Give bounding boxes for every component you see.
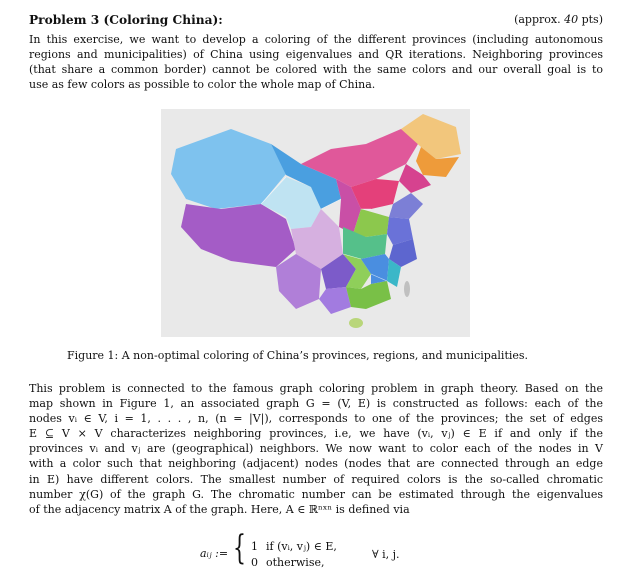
body-line: nodes vᵢ ∈ V, i = 1, . . . , n, (n = |V|), corresponds to one of the provinces; the set of edges (29, 412, 603, 426)
china-map-figure (161, 109, 470, 337)
case2-value: 0 (251, 556, 258, 569)
intro-line: In this exercise, we want to develop a coloring of the different provinces (including autonomous (29, 33, 603, 46)
case2-condition: otherwise, (266, 556, 325, 569)
figure-caption: Figure 1: A non-optimal coloring of China’s provinces, regions, and municipalities. (67, 349, 529, 362)
body-line: of the adjacency matrix A of the graph. Here, A ∈ ℝⁿˣⁿ is defined via (29, 502, 410, 516)
case1-value: 1 (251, 540, 258, 553)
problem-title: Problem 3 (Coloring China): (29, 13, 223, 27)
body-line: with a color such that neighboring (adjacent) nodes (nodes that are connected through an edge (29, 457, 603, 471)
china-map-image (161, 109, 470, 337)
intro-paragraph (29, 32, 603, 92)
points-label (514, 13, 603, 26)
equation-quantifier: ∀ i, j. (372, 548, 400, 561)
equation-lhs: aᵢⱼ := (200, 547, 229, 560)
body-line: map shown in Figure 1, an associated graph G = (V, E) is constructed as follows: each of the (29, 397, 603, 411)
body-line: number χ(G) of the graph G. The chromatic number can be estimated through the eigenvalues (29, 487, 603, 501)
body-line: E ⊆ V × V characterizes neighboring provinces, i.e, we have (vᵢ, vⱼ) ∈ E if and only if the (29, 427, 603, 441)
body-line: in E) have different colors. The smallest number of required colors is the so-called chromatic (29, 472, 603, 486)
problem-header (29, 13, 603, 29)
points-number: 40 (564, 13, 579, 26)
intro-line: (that share a common border) cannot be colored with the same colors and our overall goal is to (29, 63, 603, 77)
case1-condition: if (vᵢ, vⱼ) ∈ E, (266, 540, 337, 553)
body-line: This problem is connected to the famous graph coloring problem in graph theory. Based on the (29, 382, 603, 395)
points-suffix: pts) (578, 13, 603, 26)
equation-brace: { (233, 528, 246, 568)
points-prefix: (approx. (514, 13, 565, 26)
intro-line: regions and municipalities) of China using eigenvalues and QR iterations. Neighboring provinces (29, 48, 603, 62)
body-line: provinces vᵢ and vⱼ are (geographical) neighbors. We now want to color each of the nodes in V (29, 442, 603, 456)
intro-line: use as few colors as possible to color the whole map of China. (29, 78, 376, 92)
body-paragraph (29, 381, 603, 517)
